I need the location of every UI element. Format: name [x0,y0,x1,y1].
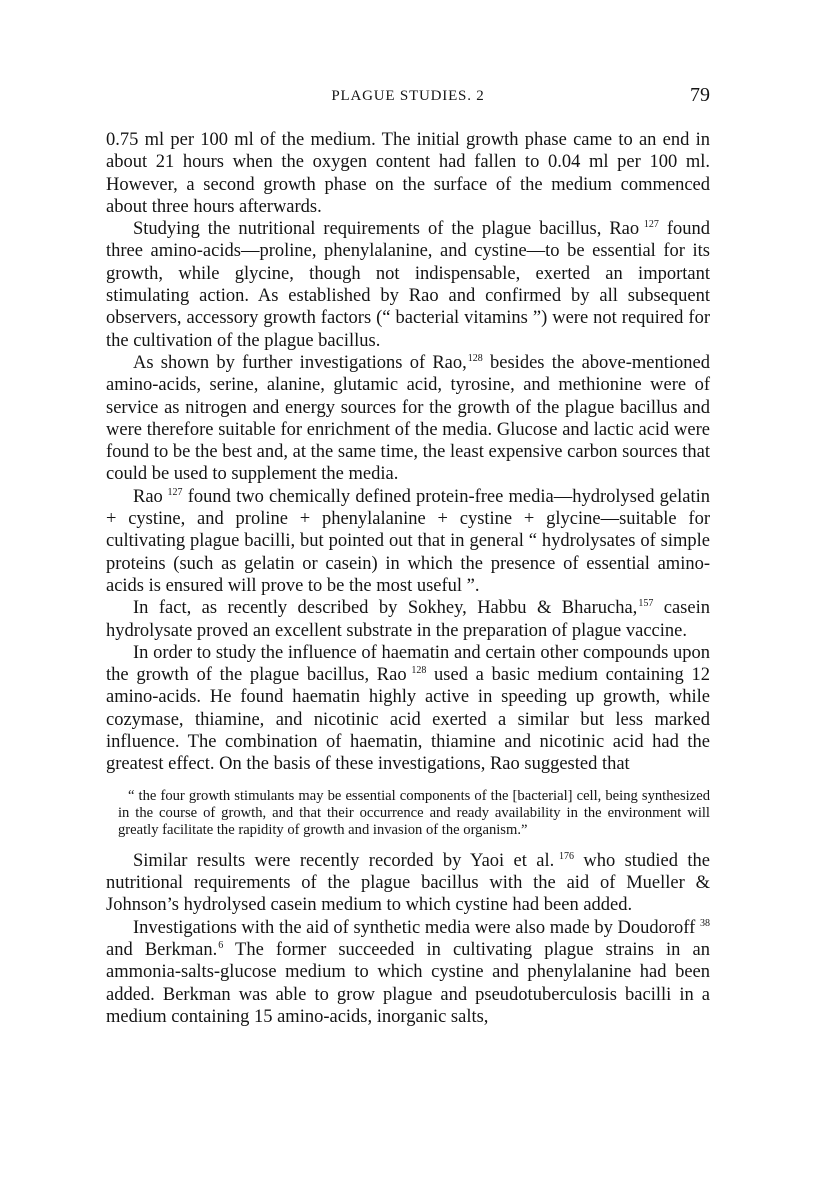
paragraph-text: and Berkman. [106,940,218,961]
paragraph-3 [106,352,710,486]
paragraph-text: Rao [133,486,163,507]
reference-superscript: 176 [558,850,574,862]
paragraph-4 [106,486,710,597]
paragraph-text: used a basic medium containing 12 amino-acids. He found haematin highly active in speeding up growth, while cozymase, thiamine, and nicotinic acid exerted a similar but less marked influence. The combination of haematin, thiamine and nicotinic acid had the greatest effect. On the basis of these investigations, Rao suggested that [106,665,710,775]
paragraph-text: In fact, as recently described by Sokhey, Habbu & Bharucha, [133,598,638,619]
paragraph-2 [106,218,710,352]
paragraph-text: casein hydrolysate proved an excellent substrate in the preparation of plague vaccine. [106,598,710,641]
reference-superscript: 38 [700,917,710,929]
paragraph-text: 0.75 ml per 100 ml of the medium. The initial growth phase came to an end in about 21 hours when the oxygen content had fallen to 0.04 ml per 100 ml. However, a second growth phase on the surface of the medium commenced about three hours afterwards. [106,130,710,217]
paragraph-text: Studying the nutritional requirements of the plague bacillus, Rao [133,219,640,240]
paragraph-text: Investigations with the aid of synthetic media were also made by Doudoroff [133,917,696,938]
paragraph-text: besides the above-mentioned amino-acids, serine, alanine, glutamic acid, tyrosine, and methionine were of service as nitrogen and energy sources for the growth of the plague bacillus and were therefore suitable for enrichment of the media. Glucose and lactic acid were found to be the best and, at the same time, the least expensive carbon sources that could be used to supplement the media. [106,352,710,485]
reference-superscript: 6 [218,940,224,952]
paragraph-text: who studied the nutritional requirements of the plague bacillus with the aid of Mueller & Johnson’s hydrolysed casein medium to which cystine had been added. [106,850,710,916]
reference-superscript: 157 [638,598,654,610]
body-text [106,129,710,1028]
reference-superscript: 128 [411,665,427,677]
paragraph-7 [106,850,710,917]
paragraph-1 [106,129,710,218]
reference-superscript: 127 [167,486,183,498]
paragraph-text: As shown by further investigations of Rao, [133,352,467,373]
paragraph-text: Similar results were recently recorded by Yaoi et al. [133,850,555,871]
paragraph-text: The former succeeded in cultivating plague strains in an ammonia-salts-glucose medium to which cystine and phenylalanine had been added. Berkman was able to grow plague and pseudotuberculosis bacilli in a medium containing 15 amino-acids, inorganic salts, [106,940,710,1027]
page-number: 79 [690,84,710,106]
paragraph-6 [106,642,710,776]
block-quote: “ the four growth stimulants may be essential components of the [bacterial] cell, being synthesized in the course of growth, and that their occurrence and ready availability in the environment will greatly facilitate the rapidity of growth and invasion of the organism.” [118,787,710,839]
paragraph-text: found two chemically defined protein-free media—hydrolysed gelatin + cystine, and proline + phenylalanine + cystine + glycine—suitable for cultivating plague bacilli, but pointed out that in general “ hydrolysates of simple proteins (such as gelatin or casein) in which the presence of essential amino-acids is ensured will prove to be the most useful ”. [106,486,710,596]
page-header [106,84,710,112]
paragraph-text: found three amino-acids—proline, phenylalanine, and cystine—to be essential for its growth, while glycine, though not indispensable, exerted an important stimulating action. As established by Rao and confirmed by all subsequent observers, accessory growth factors (“ bacterial vitamins ”) were not required for the cultivation of the plague bacillus. [106,219,710,351]
reference-superscript: 127 [643,219,659,231]
paragraph-8 [106,917,710,1028]
running-title: PLAGUE STUDIES. 2 [331,88,485,104]
paragraph-text: In order to study the influence of haematin and certain other compounds upon the growth of the plague bacillus, Rao [106,642,710,686]
paragraph-5 [106,597,710,642]
reference-superscript: 128 [467,352,483,364]
